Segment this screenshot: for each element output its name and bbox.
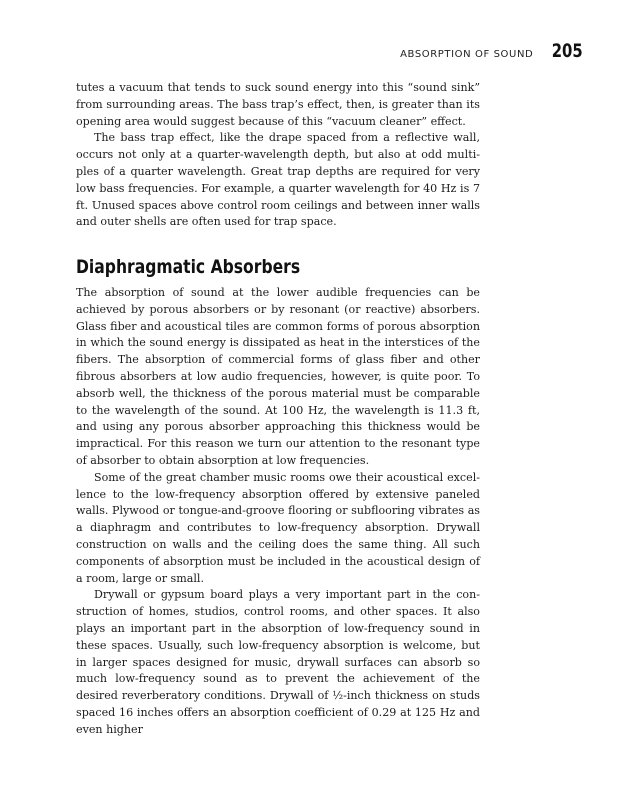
body-text-before-heading: [76, 80, 480, 231]
paragraph-low-frequency-absorption: The absorption of sound at the lower audible frequencies can be achieved by porous absorbers or by resonant (or reactive) absorbers. Glass fiber and acoustical tiles are common forms of porous absorption in which the sound energy is dissipated as heat in the interstices of the fibers. The absorption of commercial forms of glass fiber and other fibrous absorbers at low audio frequencies, however, is quite poor. To absorb well, the thickness of the porous material must be comparable to the wavelength of the sound. At 100 Hz, the wavelength is 11.3 ft, and using any porous absorber approaching this thickness would be impractical. For this reason we turn our attention to the resonant type of absorber to obtain absorption at low frequencies.: [76, 286, 480, 467]
paragraph-chamber-music-rooms: Some of the great chamber music rooms owe their acoustical excellence to the low-frequency absorption offered by extensive paneled walls. Plywood or tongue-and-groove flooring or subflooring vibrates as a diaphragm and contributes to low-frequency absorption. Drywall construction on walls and the ceiling does the same thing. All such components of absorption must be included in the acoustical design of a room, large or small.: [76, 470, 480, 585]
paragraph-drywall: Drywall or gypsum board plays a very important part in the construction of homes, studios, control rooms, and other spaces. It also plays an important part in the absorption of low-frequency sound in these spaces. Usually, such low-frequency absorption is welcome, but in larger spaces designed for music, drywall surfaces can absorb so much low-frequency sound as to prevent the achievement of the desired reverberatory conditions. Drywall of ½-inch thickness on studs spaced 16 inches offers an absorption coefficient of 0.29 at 125 Hz and even higher: [76, 588, 480, 736]
section-body-text: [76, 285, 480, 739]
paragraph-continued: tutes a vacuum that tends to suck sound energy into this “sound sink” from surrounding areas. The bass trap’s effect, then, is greater than its opening area would suggest because of this “vacuum cleaner” effect.: [76, 81, 480, 128]
section-heading: Diaphragmatic Absorbers: [76, 256, 301, 278]
running-head: [400, 40, 583, 62]
paragraph-bass-trap-effect: The bass trap effect, like the drape spaced from a reflective wall, occurs not only at a quarter-wavelength depth, but also at odd multiples of a quarter wavelength. Great trap depths are required for very low bass frequencies. For example, a quarter wavelength for 40 Hz is 7 ft. Unused spaces above control room ceilings and between inner walls and outer shells are often used for trap space.: [76, 131, 480, 229]
running-title: ABSORPTION OF SOUND: [400, 49, 534, 60]
page-number: 205: [552, 40, 583, 62]
